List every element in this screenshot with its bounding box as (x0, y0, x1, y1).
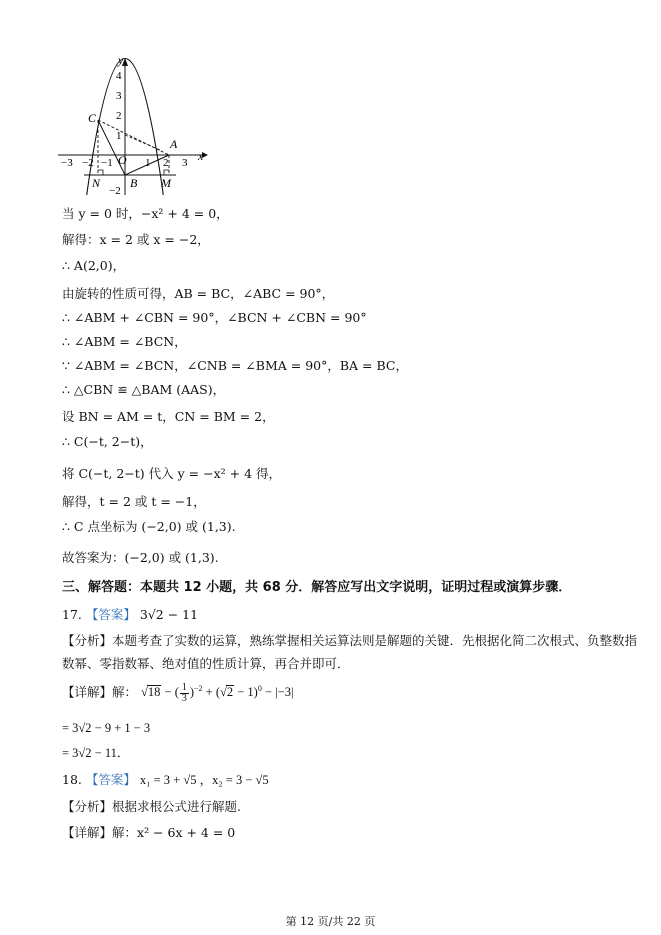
solution-line: 解得：x = 2 或 x = −2， (62, 232, 210, 247)
q18-answer: x₁ = 3 + √5 ，x₂ = 3 − √5 (139, 773, 269, 787)
y-tick-4: 4 (116, 70, 122, 82)
q17-answer-tag: 【答案】 (85, 607, 136, 622)
q18-answer-line (62, 772, 269, 788)
solution-line: ∴ A(2,0)， (62, 258, 126, 273)
q17-analysis-line1 (62, 633, 637, 649)
solution-line: 当 y = 0 时，−x² + 4 = 0， (62, 206, 229, 221)
y-tick-1: 1 (116, 130, 122, 142)
point-A: A (170, 137, 178, 151)
q18-number: 18. (62, 772, 82, 787)
solution-line: ∵ ∠ABM = ∠BCN，∠CNB = ∠BMA = 90°，BA = BC， (62, 358, 408, 373)
right-angle-N (98, 170, 103, 175)
q17-answer-line (62, 607, 198, 623)
point-M: M (161, 176, 171, 190)
solution-line: ∴ C(−t, 2−t)， (62, 434, 153, 449)
solution-line: 设 BN = AM = t，CN = BM = 2， (62, 409, 275, 424)
q18-detail-text: 解：x² − 6x + 4 = 0 (112, 825, 236, 840)
x-tick-neg1: −1 (101, 157, 113, 169)
x-tick-1: 1 (145, 157, 151, 169)
q17-detail-tag: 【详解】 (62, 684, 113, 700)
q18-analysis-text: 根据求根公式进行解题. (112, 799, 241, 814)
point-N: N (92, 176, 101, 190)
point-B: B (130, 176, 138, 190)
q18-detail-line (62, 825, 235, 841)
q18-detail-tag: 【详解】 (62, 825, 113, 840)
x-tick-neg3: −3 (61, 157, 73, 169)
q17-step1: = 3√2 − 9 + 1 − 3 (62, 721, 151, 735)
y-tick-3: 3 (116, 90, 122, 102)
q17-step2: = 3√2 − 11． (62, 746, 130, 760)
x-tick-neg2: −2 (82, 157, 94, 169)
q17-expression: √18 − ( $\frac{1}{3}$ )$^{-2} + (√2 - 1)^0 - |-3|$ (141, 682, 294, 704)
q18-answer-tag: 【答案】 (85, 772, 136, 787)
q17-analysis-text: 本题考查了实数的运算，熟练掌握相关运算法则是解题的关键．先根据化简二次根式、负整数指 (112, 633, 638, 648)
x-tick-2: 2 (163, 157, 169, 169)
q17-answer: 3√2 − 11 (139, 607, 199, 622)
point-C: C (88, 111, 97, 125)
q17-analysis-line2: 数幂、零指数幂、绝对值的性质计算，再合并即可． (62, 656, 350, 671)
section-title: 三、解答题：本题共 12 小题，共 68 分．解答应写出文字说明，证明过程或演算步骤． (62, 580, 572, 595)
solution-line: ∴ ∠ABM + ∠CBN = 90°，∠BCN + ∠CBN = 90° (62, 310, 367, 325)
q18-analysis-tag: 【分析】 (62, 799, 113, 814)
q17-number: 17. (62, 607, 82, 622)
q17-analysis-tag: 【分析】 (62, 633, 113, 648)
solution-line: 解得，t = 2 或 t = −1， (62, 494, 206, 509)
answer-line: 故答案为：(−2,0) 或 (1,3). (62, 550, 219, 565)
y-tick-neg2: −2 (109, 185, 121, 197)
page-footer: 第 12 页/共 22 页 (285, 915, 376, 928)
solution-line: ∴ ∠ABM = ∠BCN， (62, 334, 187, 349)
x-tick-3: 3 (182, 157, 188, 169)
y-axis-label: y (118, 53, 124, 67)
point-O: O (118, 153, 127, 167)
right-angle-M (164, 170, 169, 175)
solution-line: 由旋转的性质可得，AB = BC，∠ABC = 90°， (62, 286, 335, 301)
q17-detail-prefix: 解： (112, 684, 138, 700)
y-tick-2: 2 (116, 110, 122, 122)
q17-detail-line (62, 683, 293, 704)
solution-line: ∴ C 点坐标为 (−2,0) 或 (1,3). (62, 519, 236, 534)
q18-analysis-line (62, 799, 241, 815)
solution-line: 将 C(−t, 2−t) 代入 y = −x² + 4 得， (62, 466, 281, 481)
parabola-graph (0, 0, 661, 200)
segment-CA-dashed (98, 120, 169, 155)
solution-line: ∴ △CBN ≌ △BAM (AAS)， (62, 382, 226, 397)
x-axis-label: x (198, 149, 204, 163)
